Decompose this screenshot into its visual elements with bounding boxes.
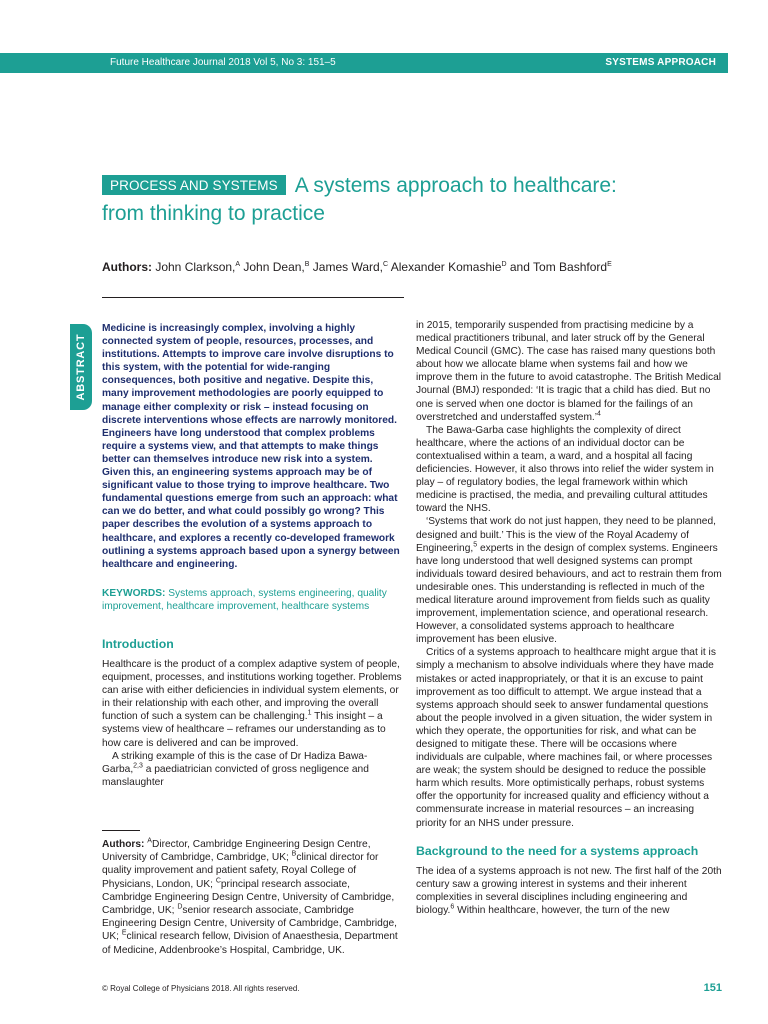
body-paragraph	[416, 319, 722, 424]
intro-paragraph	[102, 658, 402, 750]
author-affil: E	[607, 261, 612, 268]
body-text: in 2015, temporarily suspended from practising medicine by a medical practitioners tribunal, and later struck off by the General Medical Council (GMC). The case has raised many questions both about how we allocate blame when systems fail and how we improve them in the future to avoid catastrophe. The British Medical Journal (BMJ) responded: ‘It is tragic that a child has died. But no one is served when one doctor is blamed for the failings of an overstretched and understaffed system.’	[416, 320, 722, 423]
section-label: SYSTEMS APPROACH	[605, 57, 716, 68]
page-footer	[102, 984, 722, 993]
section-heading-introduction: Introduction	[102, 636, 174, 651]
affil-marker: A	[147, 837, 152, 845]
article-title-line1: A systems approach to healthcare:	[294, 174, 617, 197]
body-paragraph: Critics of a systems approach to healthcare might argue that it is simply a mechanism to absolve individuals where they have made mistakes or acted inappropriately, or that it is an excuse to paint improvement as too difficult to attempt. We argue instead that a systems approach should seek to answer fundamental questions about the people involved in a given situation, the wider system in which they operate, the opportunities for risk, and what can be designed to mitigate these. There will be occasions where individuals are culpable, where machines fail, or where processes are weak; the system should be designed to reduce the possible harm which results. More optimistically perhaps, robust systems offer the opportunity for increased quality and efficiency without a commensurate increase in material resources – an increasing priority for an NHS under pressure.	[416, 647, 716, 829]
affil-text: clinical research fellow, Division of Anaesthesia, Department of Medicine, Addenbrooke’s Hospital, Cambridge, UK.	[102, 931, 398, 956]
body-paragraph: The Bawa-Garba case highlights the complexity of direct healthcare, where the actions of an individual doctor can be contextualised within a team, a ward, and a hospital all facing deficiencies. However, it also throws into relief the wider system in play – of regulatory bodies, the legal framework within which medicine is practised, the media, and prevailing cultural attitudes toward the NHS.	[416, 424, 714, 515]
abstract-text: Medicine is increasingly complex, involving a highly connected system of people, resources, processes, and institutions. Attempts to improve care involve disruptions to this system, with the potential for wide-ranging consequences, both positive and negative. Despite this, many improvement methodologies are poorly equipped to manage either complexity or risk – instead focusing on discrete interventions whose effects are narrowly monitored. Engineers have long understood that complex problems require a systems view, and that attempts to make things better can themselves introduce new risk into a system. Given this, an engineering systems approach may be of significant value to those trying to improve healthcare. Two fundamental questions emerge from such an approach: what can we do better, and what could possibly go wrong? This paper describes the evolution of a systems approach to healthcare, and explores a recently co-developed framework outlining a systems approach based upon a synergy between healthcare and engineering.	[102, 323, 400, 570]
intro-text: This insight – a systems view of healthcare – reframes our understanding as to how care is delivered and can be improved.	[102, 711, 386, 749]
intro-text: A striking example of this is the case of Dr Hadiza Bawa-Garba,	[102, 750, 368, 775]
body-text: The idea of a systems approach is not new. The first half of the 20th century saw a growing interest in systems and their inherent complexities in several disciplines including engineering and biology.	[416, 865, 722, 916]
author-list	[102, 259, 722, 275]
keywords-text: Systems approach, systems engineering, quality improvement, healthcare improvement, healthcare systems	[102, 587, 387, 612]
author-name: and Tom Bashford	[506, 260, 608, 274]
affil-text: Director, Cambridge Engineering Design Centre, University of Cambridge, Cambridge, UK;	[102, 839, 371, 864]
author-affil: B	[304, 261, 310, 268]
citation-ref: 1	[307, 709, 312, 717]
author-name: James Ward,	[309, 260, 384, 274]
affil-marker: D	[177, 903, 183, 911]
body-text: ‘Systems that work do not just happen, they need to be planned, designed and built.’ This is the view of the Royal Academy of Engineering,	[416, 516, 716, 554]
abstract-tab	[70, 324, 92, 410]
article-title-line2: from thinking to practice	[102, 202, 325, 225]
affil-text: clinical director for quality improvement and patient safety, Royal College of Physicians, London, UK;	[102, 852, 379, 890]
affil-marker: C	[215, 877, 221, 885]
affiliation-rule	[102, 830, 140, 831]
citation-ref: 2,3	[133, 762, 143, 770]
body-paragraph	[416, 865, 722, 917]
journal-citation: Future Healthcare Journal 2018 Vol 5, No 3: 151–5	[110, 57, 336, 68]
citation-ref: 5	[473, 541, 478, 549]
intro-text: a paediatrician convicted of gross negligence and manslaughter	[102, 763, 369, 788]
affil-text: senior research associate, Cambridge Engineering Design Centre, University of Cambridge, Cambridge, UK;	[102, 905, 398, 943]
author-affiliations	[102, 838, 402, 957]
left-column	[102, 322, 402, 789]
affil-marker: B	[291, 850, 297, 858]
body-paragraph	[416, 515, 722, 646]
citation-ref: 4	[597, 410, 601, 418]
abstract-tab-label: ABSTRACT	[75, 333, 87, 401]
author-name: John Dean,	[240, 260, 305, 274]
author-name: John Clarkson,	[152, 260, 236, 274]
divider-rule	[102, 297, 404, 298]
keywords	[102, 587, 402, 613]
page-number: 151	[703, 982, 722, 994]
intro-paragraph	[102, 750, 402, 789]
author-affil: C	[383, 261, 389, 268]
keywords-label: KEYWORDS:	[102, 587, 166, 599]
author-affil: A	[235, 261, 241, 268]
right-column	[416, 319, 722, 917]
authors-label: Authors:	[102, 260, 152, 274]
intro-text: Healthcare is the product of a complex adaptive system of people, equipment, processes, and institutions working together. Problems can arise with either deficiencies in individual system elements, or in their relationship with each other, and improving the overall function of such a system can be challenging.	[102, 658, 402, 723]
title-block	[102, 172, 722, 228]
section-heading-background: Background to the need for a systems approach	[416, 843, 699, 858]
author-affil: D	[501, 261, 507, 268]
citation-ref: 6	[450, 903, 455, 911]
body-text: experts in the design of complex systems. Engineers have long understood that well designed systems can prompt individuals toward desired behaviours, and act to restrain them from undesirable ones. This understanding is reflected in much of the medical literature around improvement from fields such as quality improvement, implementation science, and operational research. However, a consolidated systems approach to healthcare improvement has been elusive.	[416, 542, 722, 646]
affil-marker: E	[121, 930, 127, 938]
author-name: Alexander Komashie	[388, 260, 502, 274]
copyright-notice: © Royal College of Physicians 2018. All rights reserved.	[102, 984, 300, 993]
journal-header-bar	[0, 53, 728, 73]
category-badge: PROCESS AND SYSTEMS	[102, 175, 286, 195]
body-text: Within healthcare, however, the turn of the new	[454, 904, 670, 916]
affil-text: principal research associate, Cambridge Engineering Design Centre, University of Cambridge, Cambridge, UK;	[102, 878, 395, 917]
affiliations-label: Authors:	[102, 839, 145, 850]
